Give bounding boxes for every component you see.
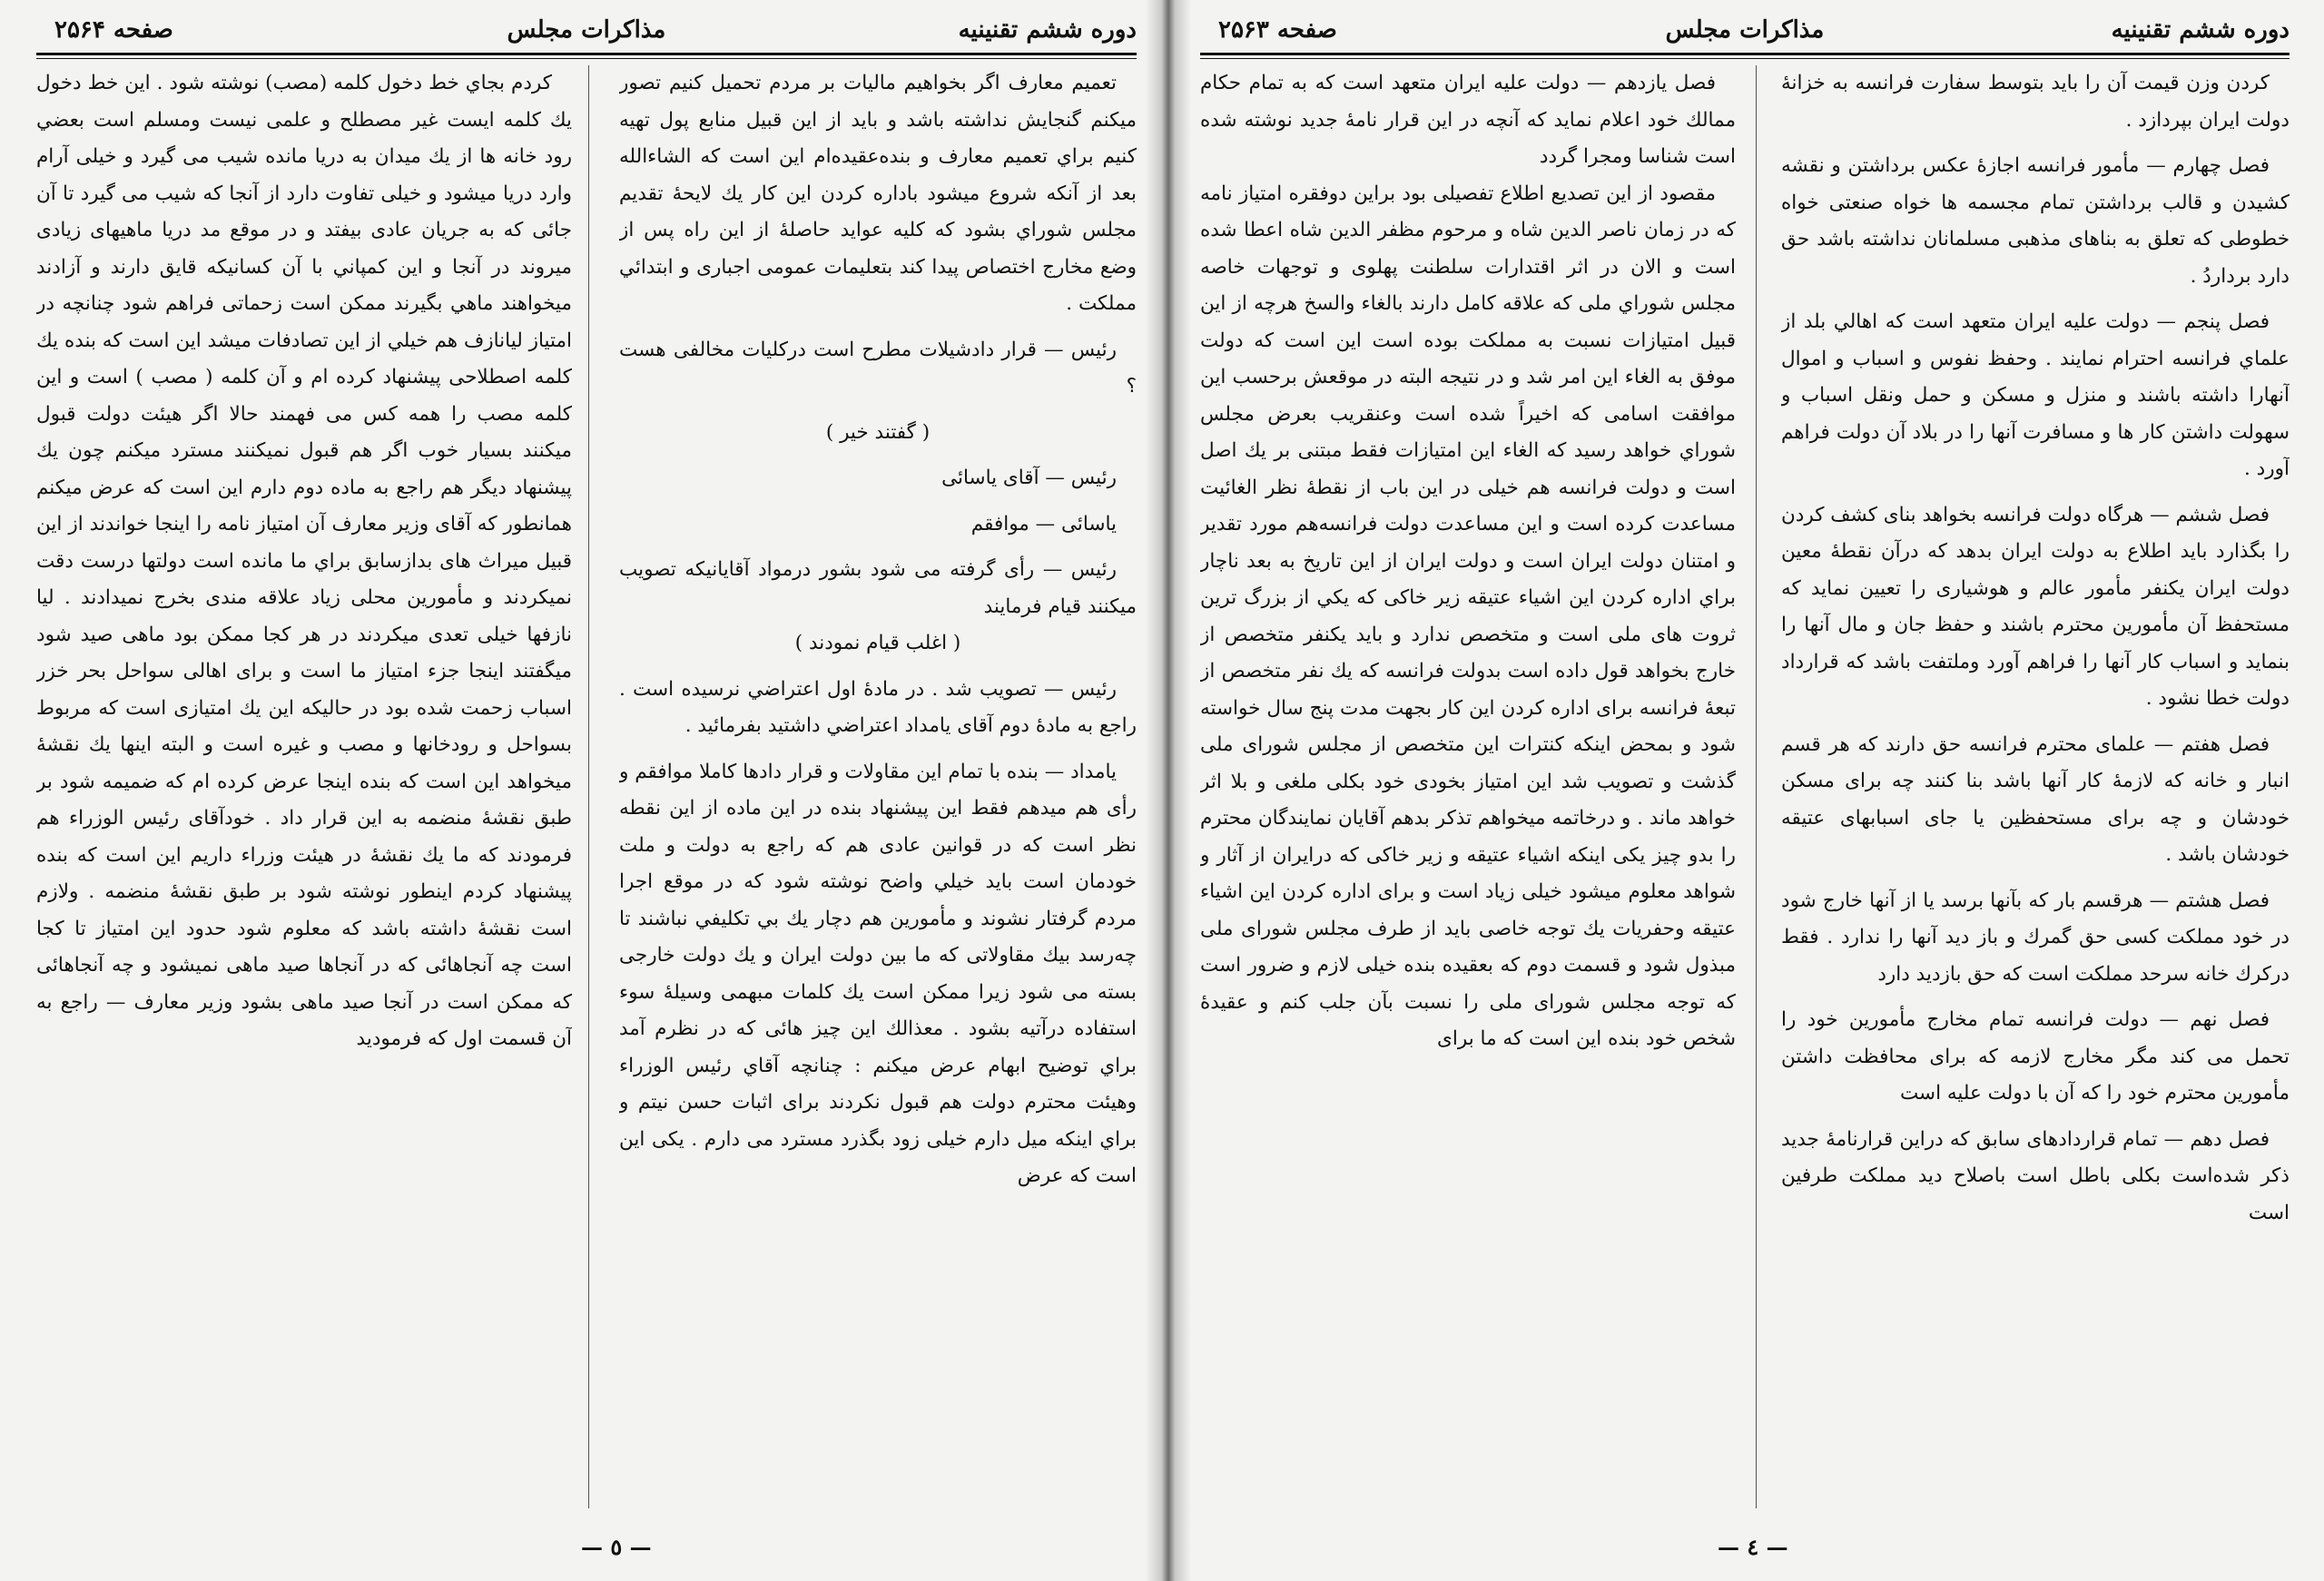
left-page xyxy=(36,0,1137,1581)
paragraph: فصل يازدهم — دولت عليه ايران متعهد است كه به تمام حكام ممالك خود اعلام نمايد كه آنچه در اين قرار نامهٔ جديد نوشته شده است شناسا ومجرا گردد xyxy=(1200,72,1736,168)
paragraph: فصل ششم — هرگاه دولت فرانسه بخواهد بناى كشف كردن را بگذارد بايد اطلاع به دولت ايران بدهد كه درآن نقطهٔ معين دولت ايران يكنفر مأمور عالم و هوشيارى را تعيين نمايد كه مستحفظ آن مأمورين محترم باشند و حفظ جان و مال آنها را بنمايد و اسباب كار آنها را فراهم آورد وملتفت باشد كه قرارداد دولت خطا نشود . xyxy=(1781,503,2290,710)
header-rule-thin xyxy=(36,58,1137,59)
page-folio: — ٥ — xyxy=(581,1534,652,1560)
paragraph: رئيس — رأى گرفته مى شود بشور درمواد آقايانيكه تصويب ميكنند قيام فرمايند xyxy=(619,558,1137,618)
paragraph: ( اغلب قيام نمودند ) xyxy=(794,632,961,654)
paragraph: فصل دهم — تمام قراردادهاى سابق كه دراين قرارنامهٔ جديد ذكر شده‌است بكلى باطل است باصلاح ديد مملكت طرفين است xyxy=(1781,1127,2290,1224)
paragraph: فصل پنجم — دولت عليه ايران متعهد است كه اهالي بلد از علماي فرانسه احترام نمايند . وحفظ نفوس و اسباب و اموال آنهارا داشته باشند و منزل و مسكن و حمل ونقل اسباب و سهولت داشتن كار ها و مسافرت آنها را در بلاد آن دولت فراهم آورد . xyxy=(1781,310,2290,480)
paragraph: فصل نهم — دولت فرانسه تمام مخارج مأمورين خود را تحمل مى كند مگر مخارج لازمه كه براى محافظت داشتن مأمورين محترم خود را كه آن با دولت عليه است xyxy=(1781,1008,2290,1105)
paragraph: كردن وزن قيمت آن را بايد بتوسط سفارت فرانسه به خزانهٔ دولت ايران بپردازد . xyxy=(1781,72,2290,132)
column-divider xyxy=(1756,65,1757,1508)
period-label: دوره ششم تقنينيه xyxy=(2111,16,2290,44)
period-label: دوره ششم تقنينيه xyxy=(958,16,1137,44)
left-page-header xyxy=(36,16,1137,53)
column-divider xyxy=(588,65,589,1508)
paragraph: فصل چهارم — مأمور فرانسه اجازهٔ عكس برداشتن و نقشه كشيدن و قالب برداشتن تمام مجسمه ها خواه صنعتى خواه خطوطى كه تعلق به بناهاى مذهبى مسلمانان نداشته باشد حق دارد برداردُ . xyxy=(1781,154,2290,288)
paragraph: ( گفتند خير ) xyxy=(825,420,931,444)
paragraph: يامداد — بنده با تمام اين مقاولات و قرار دادها كاملا موافقم و رأى هم ميدهم فقط اين پيشنهاد بنده در اين ماده از اين نقطه نظر است كه در قوانين عادى هم كه راجع به دولت و ملت خودمان است بايد خيلي واضح نوشته شود كه در موقع اجرا مردم گرفتار نشوند و مأمورين هم دچار يك بي تكليفي نباشند تا چه‌رسد بيك مقاولاتى كه ما بين دولت ايران و يك دولت خارجى بسته مى شود زيرا ممكن است يك كلمات مبهمى وسيلهٔ سوء استفاده درآتيه بشود . معذالك اين چيز هائى كه در نظرم آمد براي توضيح ابهام عرض ميكنم : چنانچه آقاي رئيس الوزراء وهيئت محترم دولت هم قبول نكردند براى اثبات حسن نيتم و براي اينكه ميل دارم خيلى زود بگذرد مسترد مى دارم . يكى اين است كه عرض xyxy=(619,760,1137,1187)
header-rule-thick xyxy=(1200,53,2290,55)
page-number-label: صفحه ۲۵۶۳ xyxy=(1218,16,1337,44)
book-gutter xyxy=(1146,0,1191,1581)
right-page-header xyxy=(1200,16,2290,53)
text-column-left xyxy=(1200,65,1736,1508)
header-rule-thick xyxy=(36,53,1137,55)
running-title: مذاكرات مجلس xyxy=(1665,16,1825,44)
paragraph: فصل هشتم — هرقسم بار كه بآنها برسد يا از آنها خارج شود در خود مملكت كسى حق گمرك و باز ديد آنها را ندارد . فقط دركرك خانه سرحد مملكت است كه حق بازديد دارد xyxy=(1781,889,2290,986)
text-column-right xyxy=(1781,65,2290,1508)
paragraph: تعميم معارف اگر بخواهيم ماليات بر مردم تحميل كنيم تصور ميكنم گنجايش نداشته باشد و بايد از اين قبيل منابع پول تهيه كنيم براي تعميم معارف و بنده‌عقيده‌ام اين است كه الشاءالله بعد از آنكه شروع ميشود باداره كردن اين كار يك لايحهٔ تقديم مجلس شوراي بشود كه كليه عوايد حاصلهٔ از اين راه پس از وضع مخارج اختصاص پيدا كند بتعليمات عمومى اجبارى و ابتدائي مملكت . xyxy=(619,72,1137,315)
page-number-label: صفحه ۲۵۶۴ xyxy=(54,16,173,44)
text-column-right xyxy=(619,65,1137,1508)
running-title: مذاكرات مجلس xyxy=(507,16,666,44)
right-page xyxy=(1200,0,2290,1581)
paragraph: رئيس — آقاى ياسائى xyxy=(941,466,1117,489)
paragraph: مقصود از اين تصديع اطلاع تفصيلى بود براين دوفقره امتياز نامه كه در زمان ناصر الدين شاه و مرحوم مظفر الدين شاه اعطا شده است و الان در اثر اقتدارات سلطنت پهلوى و توجهات خاصه مجلس شوراي ملى كه علاقه كامل دارند بالغاء والسخ هرچه از اين قبيل امتيازات نسبت به مملكت بوده است اين است كه دولت موفق به الغاء اين امر شد و در نتيجه البته در موقعش برحسب اين موافقت اسامى كه اخيراً شده است وعنقريب بعرض مجلس شوراي خواهد رسيد كه الغاء اين امتيازات فقط مبتنى بر يك اصل است و دولت فرانسه هم خيلى در اين باب از نقطهٔ نظر الغائيت مساعدت كرده است و اين مساعدت دولت فرانسه‌هم مورد تقدير و امتنان دولت ايران است و دولت ايران از اين تاريخ به بعد ناچار براي اداره كردن اين اشياء عتيقه زير خاكى كه يكي از بزرگ ترين ثروت هاى ملى است و متخصص ندارد و بايد يكنفر متخصص از خارج بخواهد قول داده است بدولت فرانسه كه يك نفر متخصص از تبعهٔ فرانسه براى اداره كردن اين كار بجهت مدت پنج سال خواسته شود و بمحض اينكه كنترات اين متخصص از مجلس شوراى ملى گذشت و تصويب شد اين امتياز بخودى خود بكلى ملغى و بلا اثر خواهد ماند . و درخاتمه ميخواهم تذكر بدهم آقايان نمايندگان محترم را بدو چيز يكى اينكه اشياء عتيقه و زير خاكى كه درايران از آثار و شواهد معلوم ميشود خيلى زياد است و براى اداره كردن اين اشياء عتيقه وحفريات يك توجه خاصى بايد از طرف مجلس شوراى ملى مبذول شود و قسمت دوم كه بعقيده بنده خيلى لازم و ضرور است كه توجه مجلس شوراى ملى را نسبت بآن جلب كنم و عقيدهٔ شخص خود بنده اين است كه ما براى xyxy=(1200,182,1736,1050)
paragraph: رئيس — قرار دادشيلات مطرح است دركليات مخالفى هست ؟ xyxy=(619,338,1137,398)
paragraph: كردم بجاي خط دخول كلمه (مصب) نوشته شود . اين خط دخول يك كلمه ايست غير مصطلح و علمى نيست ومسلم است بعضي رود خانه ها از يك ميدان به دريا مانده شيب مى گيرد و خيلى آرام وارد دريا ميشود و خيلى تفاوت دارد از آنجا كه شيب مى گيرد تا آن جائى كه به جريان عادى بيفتد و در موقع مد دريا ماهيهاى زيادى ميروند در آنجا و اين كمپاني با آن كسانيكه قايق دارند و آزادند ميخواهند ماهي بگيرند ممكن است زحماتى فراهم شود چنانچه در امتياز ليانازف هم خيلي از اين تصادفات ميشد اين است كه بنده يك كلمه اصطلاحى پيشنهاد كرده ام و آن كلمه ( مصب ) است و اين كلمه مصب را همه كس مى فهمند حالا اگر هيئت دولت قبول ميكنند بسيار خوب اگر هم قبول نميكنند مسترد ميكنم چون يك پيشنهاد ديگر هم راجع به ماده دوم دارم اين است كه عرض ميكنم همانطور كه آقاى وزير معارف آن امتياز نامه را اينجا خواندند از اين قبيل ميراث هاى بدازسابق براي ما مانده است دولتها درست دقت نميكردند و مأمورين محلى زياد علاقه مندى بخرج نميدادند . ليا نازفها خيلى تعدى ميكردند در هر كجا ممكن بود ماهى صيد شود ميگفتند اينجا جزء امتياز ما است و براى اهالى سواحل بحر خزر اسباب زحمت شده بود در حاليكه اين يك امتيازى است كه مربوط بسواحل و رودخانها و مصب و غيره است و البته اينها يك نقشهٔ ميخواهد اين است كه بنده اينجا عرض كرده ام كه ضميمه شود بر طبق نقشهٔ منضمه به اين قرار داد . خودآقاى رئيس الوزراء هم فرمودند كه ما يك نقشهٔ در هيئت وزراء داريم اين است كه بنده پيشنهاد كردم اينطور نوشته شود بر طبق نقشهٔ منضمه . ولازم است نقشهٔ داشته باشد كه معلوم شود حدود اين امتياز تا كجا است چه آنجاهائى كه در آنجاها صيد ماهى نميشود و چه آنجاهائى كه ممكن است در آنجا صيد ماهى بشود وزير معارف — راجع به آن قسمت اول كه فرموديد xyxy=(36,72,572,1050)
paragraph: ياسائى — موافقم xyxy=(970,512,1117,535)
paragraph: فصل هفتم — علماى محترم فرانسه حق دارند كه هر قسم انبار و خانه كه لازمهٔ كار آنها باشد بنا كنند چه براى مسكن خودشان و چه براى مستحفظين يا جاى اسبابهاى عتيقه خودشان باشد . xyxy=(1781,732,2290,866)
page-folio: — ٤ — xyxy=(1718,1534,1788,1560)
text-column-left xyxy=(36,65,572,1508)
paragraph: رئيس — تصويب شد . در مادهٔ اول اعتراضي نرسيده است . راجع به مادهٔ دوم آقاى يامداد اعتراضي داشتيد بفرمائيد . xyxy=(619,677,1137,737)
header-rule-thin xyxy=(1200,58,2290,59)
